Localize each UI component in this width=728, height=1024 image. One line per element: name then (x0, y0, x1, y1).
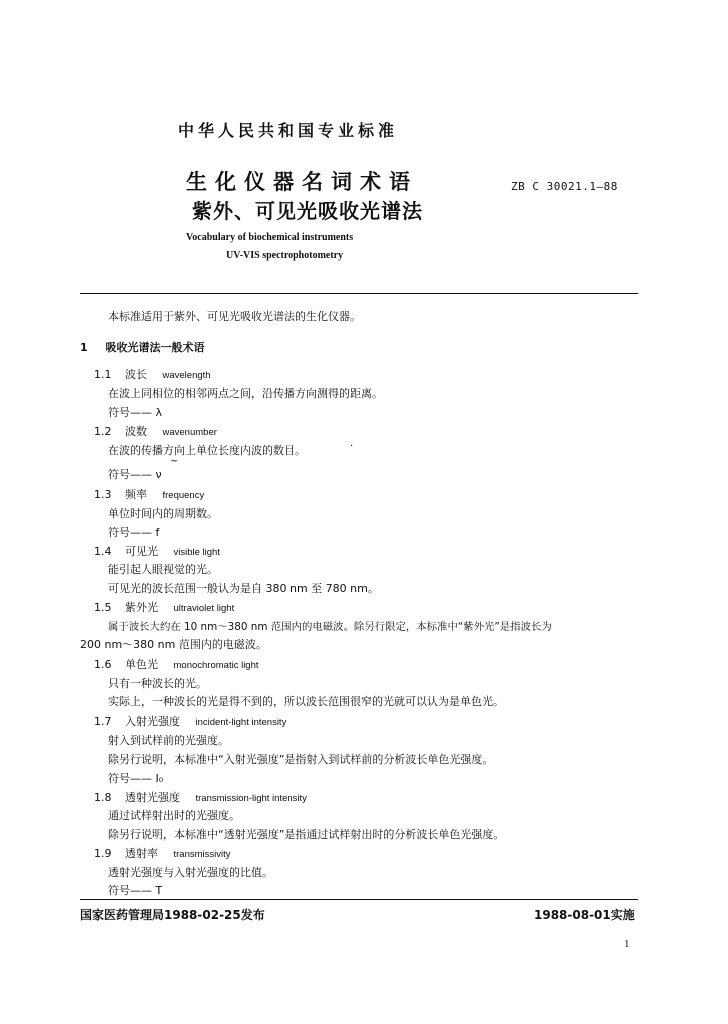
term-chinese: 透射率 (125, 847, 158, 860)
term-symbol: 符号—— I₀ (108, 772, 164, 785)
term-heading (94, 423, 217, 439)
issue-date: 国家医药管理局1988-02-25发布 (80, 908, 265, 922)
english-title-line-1: Vocabulary of biochemical instruments (186, 232, 354, 243)
term-heading (94, 543, 220, 559)
term-definition: 透射光强度与入射光强度的比值。 (108, 866, 273, 879)
term-english: wavenumber (162, 427, 217, 438)
stray-mark: · (350, 441, 354, 452)
term-heading (94, 656, 259, 672)
term-heading (94, 789, 307, 805)
term-definition: 单位时间内的周期数。 (108, 507, 218, 520)
term-heading (94, 713, 286, 729)
term-number: 1.5 (94, 601, 112, 614)
term-number: 1.3 (94, 488, 112, 501)
term-note: 除另行说明，本标准中“入射光强度”是指射入到试样前的分析波长单色光强度。 (108, 753, 494, 766)
page-number: 1 (624, 938, 630, 950)
effective-date: 1988-08-01实施 (534, 908, 635, 922)
term-number: 1.7 (94, 715, 112, 728)
term-symbol: 符号—— λ (108, 406, 163, 419)
term-number: 1.9 (94, 847, 112, 860)
title-line-1: 生化仪器名词术语 (186, 170, 418, 194)
header-divider (80, 293, 638, 294)
term-definition-continued: 200 nm～380 nm 范围内的电磁波。 (80, 638, 267, 651)
term-heading (94, 486, 204, 502)
term-heading (94, 366, 211, 382)
term-symbol: 符号—— f (108, 526, 160, 539)
term-english: ultraviolet light (173, 603, 235, 614)
term-english: monochromatic light (173, 660, 259, 671)
section-heading (80, 339, 205, 355)
term-note: 实际上，一种波长的光是得不到的，所以波长范围很窄的光就可以认为是单色光。 (108, 695, 504, 708)
term-definition: 能引起人眼视觉的光。 (108, 563, 218, 576)
term-heading (94, 599, 234, 615)
term-definition: 通过试样射出时的光强度。 (108, 809, 240, 822)
term-symbol: 符号—— T (108, 884, 163, 897)
term-english: visible light (173, 547, 220, 558)
term-symbol: 符号—— ν (108, 468, 162, 481)
issuing-organization: 中华人民共和国专业标准 (178, 121, 399, 140)
section-number: 1 (80, 341, 88, 354)
term-chinese: 紫外光 (125, 601, 158, 614)
term-chinese: 入射光强度 (125, 715, 180, 728)
term-number: 1.8 (94, 791, 112, 804)
term-chinese: 波长 (125, 368, 147, 381)
term-chinese: 频率 (125, 488, 147, 501)
scope-statement: 本标准适用于紫外、可见光吸收光谱法的生化仪器。 (108, 310, 361, 323)
term-definition: 属于波长大约在 10 nm～380 nm 范围内的电磁波。除另行限定，本标准中“紫外光”是指波长为 (108, 621, 552, 633)
term-english: transmissivity (173, 849, 231, 860)
title-line-2: 紫外、可见光吸收光谱法 (192, 199, 423, 223)
term-number: 1.2 (94, 425, 112, 438)
term-english: transmission-light intensity (195, 793, 307, 804)
term-number: 1.6 (94, 658, 112, 671)
term-definition: 在波的传播方向上单位长度内波的数目。 (108, 444, 306, 457)
english-title-line-2: UV-VIS spectrophotometry (226, 250, 344, 261)
term-note: 可见光的波长范围一般认为是自 380 nm 至 780 nm。 (108, 582, 379, 595)
term-english: incident-light intensity (195, 717, 287, 728)
term-definition: 在波上同相位的相邻两点之间，沿传播方向测得的距离。 (108, 387, 383, 400)
term-number: 1.4 (94, 545, 112, 558)
term-number: 1.1 (94, 368, 112, 381)
term-chinese: 单色光 (125, 658, 158, 671)
term-definition: 只有一种波长的光。 (108, 677, 207, 690)
section-title: 吸收光谱法一般术语 (105, 341, 205, 354)
tilde-mark: ~ (170, 456, 179, 467)
term-chinese: 可见光 (125, 545, 158, 558)
term-chinese: 透射光强度 (125, 791, 180, 804)
term-english: frequency (162, 490, 205, 501)
term-definition: 射入到试样前的光强度。 (108, 734, 229, 747)
term-heading (94, 845, 231, 861)
term-english: wavelength (162, 370, 211, 381)
standard-code: ZB C 30021.1—88 (511, 180, 618, 193)
footer-divider (80, 899, 638, 900)
term-chinese: 波数 (125, 425, 147, 438)
term-note: 除另行说明，本标准中“透射光强度”是指通过试样射出时的分析波长单色光强度。 (108, 828, 505, 841)
